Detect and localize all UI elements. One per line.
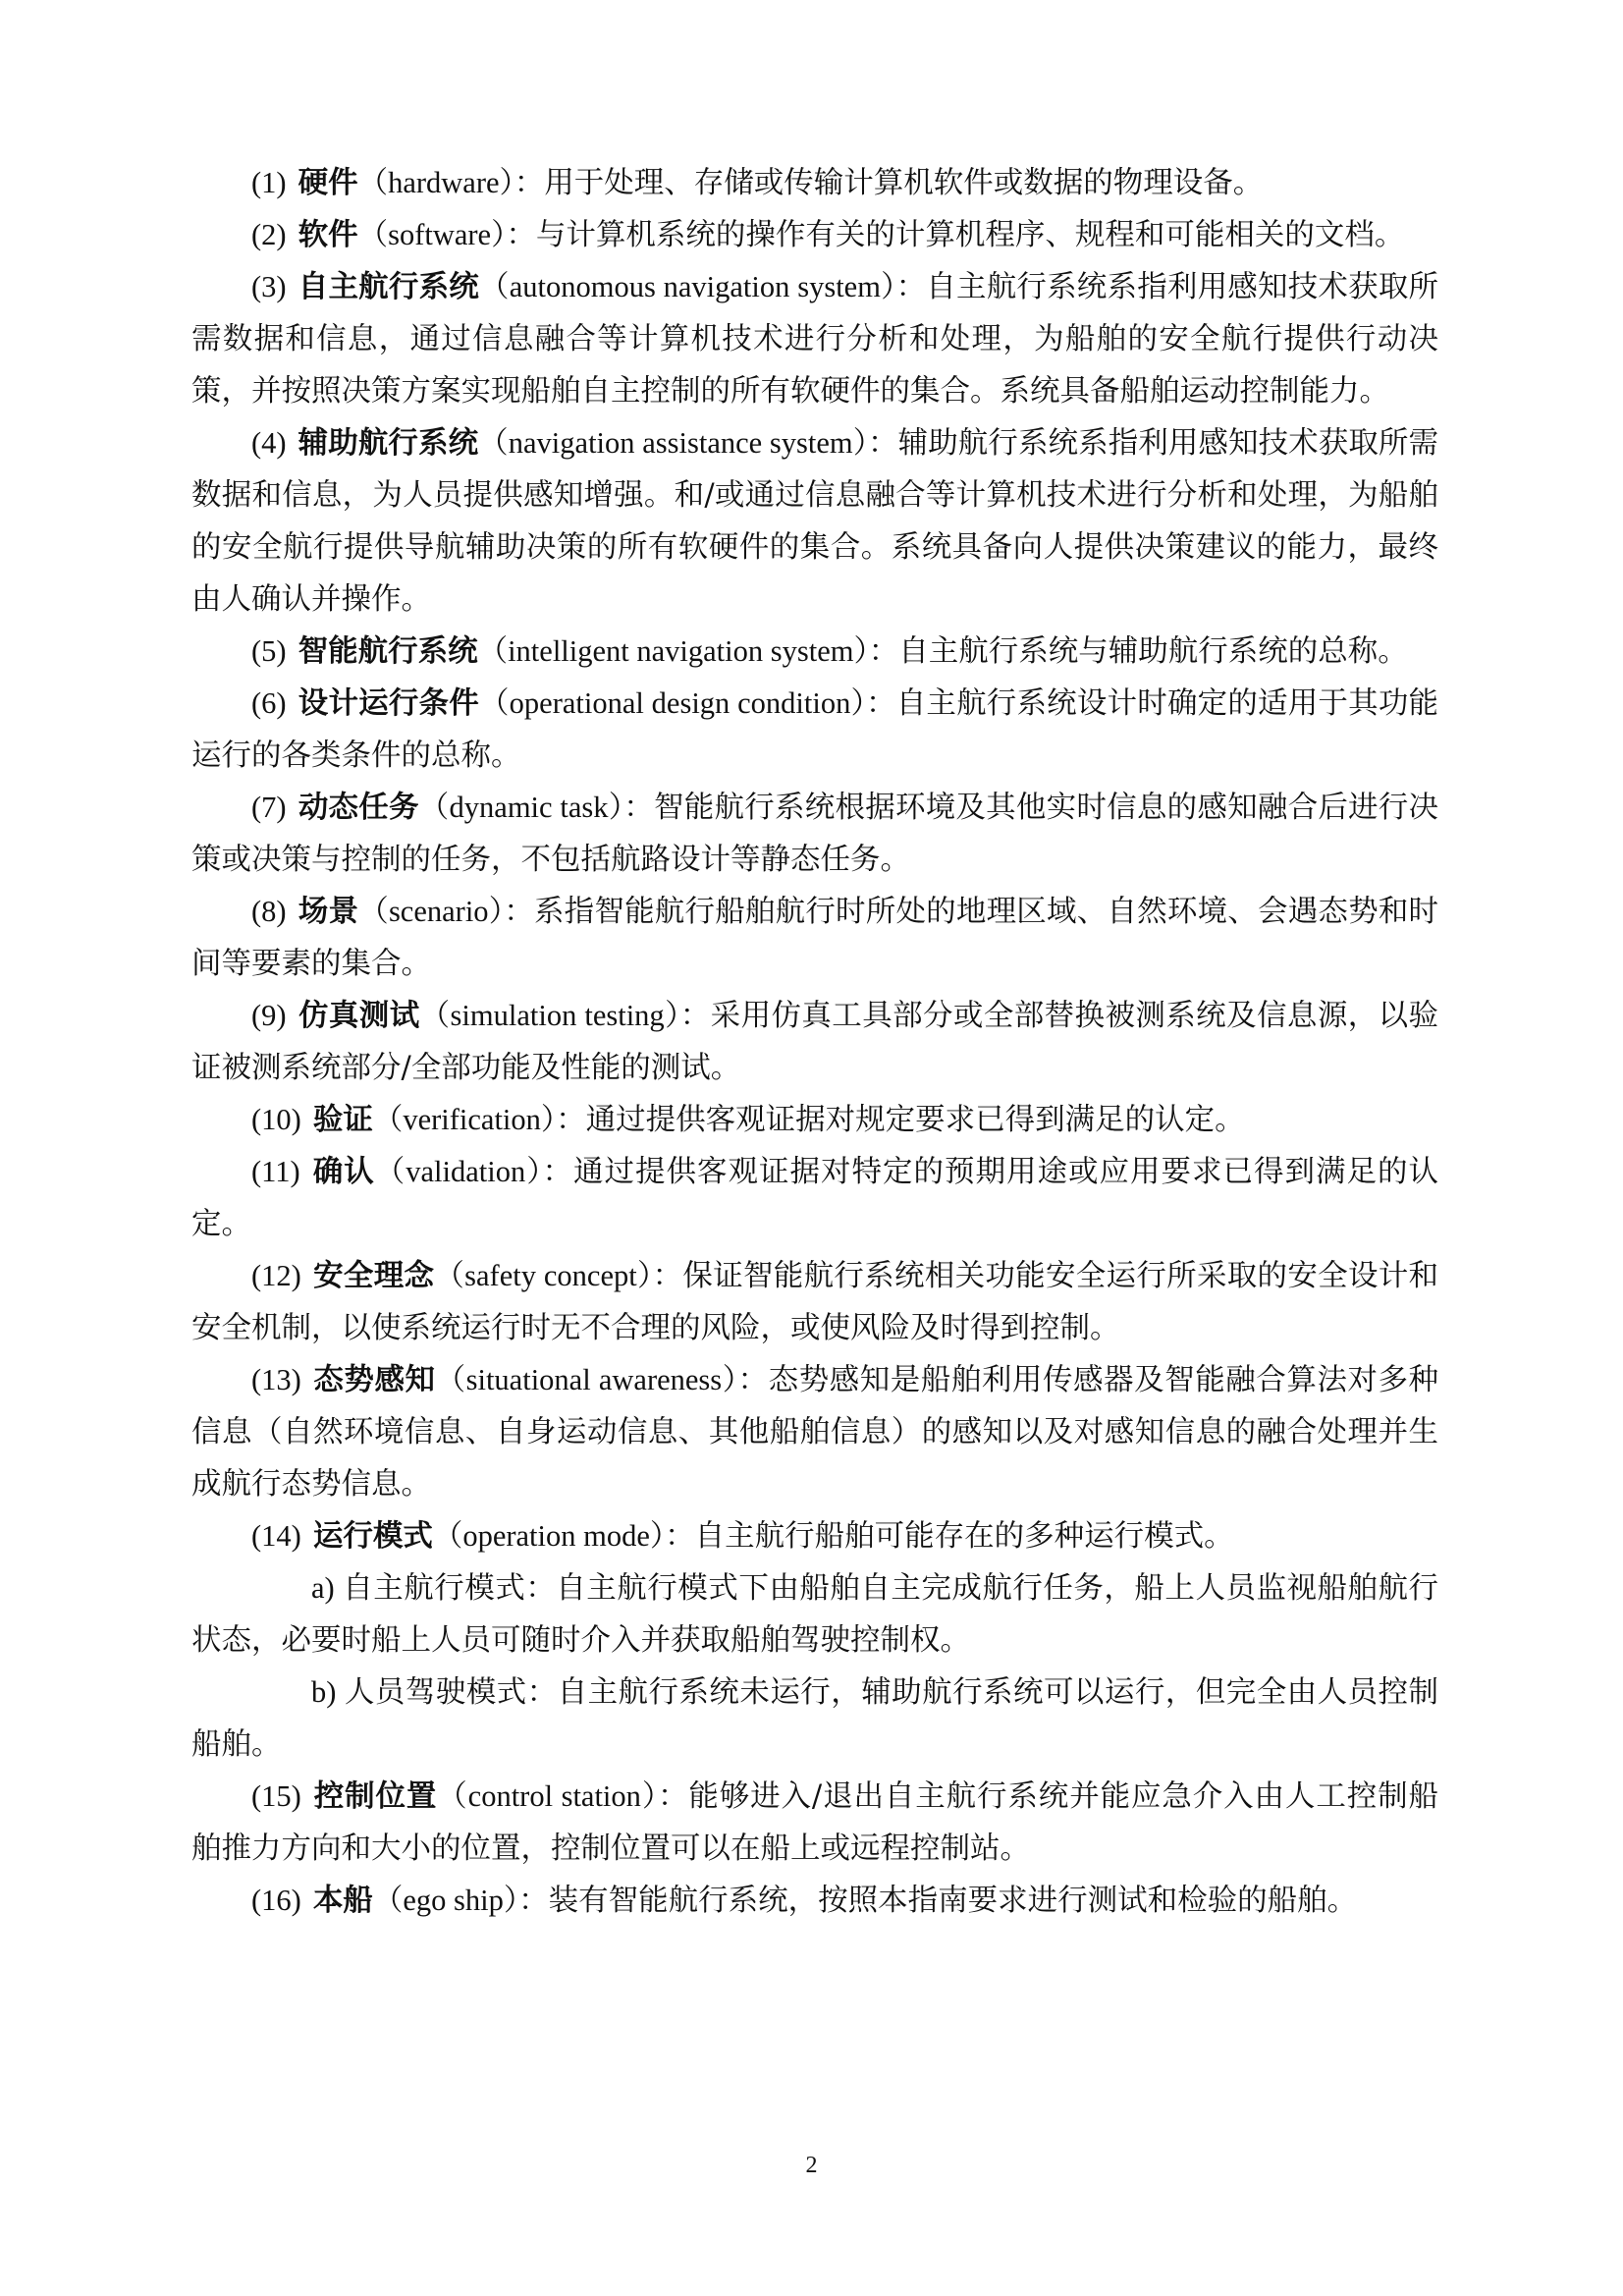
close-paren: ）： [608,791,655,825]
definition-11 [191,1146,1438,1250]
definition-15 [191,1771,1438,1875]
definition-term: 验证 [312,1102,373,1137]
definition-english-term: intelligent navigation system [508,634,854,668]
definition-1 [191,157,1438,209]
definition-text: 态势感知是船舶利用传感器及智能融合算法对多种信息（自然环境信息、自身运动信息、其他船舶信息）的感知以及对感知信息的融合处理并生成航行态势信息。 [191,1363,1439,1502]
definition-english-term: operational design condition [509,686,851,720]
sub-item-text: 自主航行模式：自主航行模式下由船舶自主完成航行任务，船上人员监视船舶航行状态，必要时船上人员可随时介入并获取船舶驾驶控制权。 [191,1571,1438,1658]
close-paren: ）： [664,999,711,1033]
definition-term: 辅助航行系统 [298,425,479,461]
definition-english-term: verification [403,1103,541,1136]
definition-english-term: operation mode [462,1519,650,1553]
definition-term: 安全理念 [312,1258,435,1293]
definition-term: 场景 [298,894,359,929]
definition-number: (16) [251,1884,301,1917]
definition-number: (10) [251,1103,301,1136]
definition-english-term: software [388,218,492,251]
definition-text: 系指智能航行船舶航行时所处的地理区域、自然环境、会遇态势和时间等要素的集合。 [191,895,1439,981]
definition-term: 动态任务 [298,790,419,825]
open-paren: （ [374,1155,406,1189]
operation-mode-a [191,1562,1438,1667]
definition-number: (14) [251,1519,301,1553]
definition-13 [191,1354,1438,1510]
definition-12 [191,1250,1438,1354]
open-paren: （ [372,1884,404,1918]
sub-item-label: a) [311,1571,335,1605]
definition-text: 能够进入/退出自主航行系统并能应急介入由人工控制船舶推力方向和大小的位置，控制位置可以在船上或远程控制站。 [191,1779,1438,1866]
definition-english-term: control station [467,1779,641,1813]
open-paren: （ [357,166,389,200]
definition-english-term: hardware [388,166,500,199]
close-paren: ）： [853,634,899,669]
definition-english-term: simulation testing [450,999,665,1032]
definition-text: 自主航行船舶可能存在的多种运行模式。 [694,1519,1234,1554]
open-paren: （ [418,791,450,825]
definition-text: 智能航行系统根据环境及其他实时信息的感知融合后进行决策或决策与控制的任务，不包括航路设计等静态任务。 [191,791,1439,877]
definition-7 [191,782,1438,886]
definition-3 [191,261,1438,417]
open-paren: （ [478,686,510,721]
definition-term: 控制位置 [312,1778,438,1814]
definition-term: 设计运行条件 [298,685,479,721]
definition-text: 与计算机系统的操作有关的计算机程序、规程和可能相关的文档。 [535,218,1405,252]
open-paren: （ [358,895,389,929]
definition-term: 软件 [298,217,358,252]
definition-text: 用于处理、存储或传输计算机软件或数据的物理设备。 [544,166,1264,200]
definition-16 [191,1875,1438,1927]
definition-6 [191,678,1438,782]
open-paren: （ [477,634,509,669]
definition-number: (12) [251,1259,301,1292]
definition-english-term: ego ship [403,1884,504,1917]
definition-number: (9) [251,999,287,1032]
definition-14 [191,1510,1438,1562]
definition-term: 自主航行系统 [298,269,479,304]
definition-text: 自主航行系统设计时确定的适用于其功能运行的各类条件的总称。 [191,686,1439,773]
close-paren: ）： [540,1103,586,1137]
definition-english-term: autonomous navigation system [509,270,881,303]
sub-item-label: b) [311,1675,337,1709]
open-paren: （ [357,218,389,252]
close-paren: ）： [649,1519,695,1554]
definition-number: (4) [251,426,287,460]
definition-text: 通过提供客观证据对规定要求已得到满足的认定。 [585,1103,1245,1137]
open-paren: （ [432,1519,463,1554]
definition-number: (2) [251,218,287,251]
definition-text: 装有智能航行系统，按照本指南要求进行测试和检验的船舶。 [548,1884,1358,1918]
definition-number: (3) [251,270,287,303]
definition-10 [191,1094,1438,1146]
definition-term: 运行模式 [312,1518,433,1554]
close-paren: ）： [850,686,896,721]
definition-number: (5) [251,634,287,668]
definition-number: (7) [251,791,287,824]
definition-text: 自主航行系统系指利用感知技术获取所需数据和信息，通过信息融合等计算机技术进行分析和处理，为船舶的安全航行提供行动决策，并按照决策方案实现船舶自主控制的所有软硬件的集合。系统具备船舶运动控制能力。 [191,270,1439,409]
definition-number: (8) [251,895,287,928]
definition-english-term: safety concept [464,1259,637,1292]
definition-text: 采用仿真工具部分或全部替换被测系统及信息源，以验证被测系统部分/全部功能及性能的测试。 [191,999,1439,1085]
definition-term: 本船 [312,1883,373,1918]
operation-mode-b [191,1667,1438,1771]
close-paren: ）： [636,1259,683,1293]
definition-number: (1) [251,166,287,199]
close-paren: ）： [491,218,536,252]
definition-text: 辅助航行系统系指利用感知技术获取所需数据和信息，为人员提供感知增强。和/或通过信息融合等计算机技术进行分析和处理，为船舶的安全航行提供导航辅助决策的所有软硬件的集合。系统具备向人提供决策建议的能力，最终由人确认并操作。 [191,426,1439,617]
definition-text: 自主航行系统与辅助航行系统的总称。 [898,634,1408,669]
definition-text: 保证智能航行系统相关功能安全运行所采取的安全设计和安全机制，以使系统运行时无不合理的风险，或使风险及时得到控制。 [191,1259,1439,1345]
open-paren: （ [372,1103,404,1137]
definition-5 [191,626,1438,678]
definition-number: (11) [251,1155,300,1188]
definition-4 [191,417,1438,626]
definition-english-term: validation [406,1155,526,1188]
close-paren: ）： [488,895,534,929]
definition-2 [191,209,1438,261]
open-paren: （ [435,1363,466,1397]
definition-number: (6) [251,686,287,720]
close-paren: ）： [499,166,545,200]
definition-term: 智能航行系统 [298,633,478,669]
close-paren: ）： [525,1155,573,1189]
definition-english-term: navigation assistance system [508,426,853,460]
page-number: 2 [805,2153,818,2178]
close-paren: ）： [640,1779,689,1814]
open-paren: （ [434,1259,465,1293]
definition-english-term: dynamic task [449,791,609,824]
open-paren: （ [478,426,509,461]
definition-8 [191,886,1438,990]
definition-text: 通过提供客观证据对特定的预期用途或应用要求已得到满足的认定。 [191,1155,1439,1241]
definition-term: 确认 [311,1154,375,1189]
definition-term: 硬件 [298,165,358,200]
close-paren: ）： [852,426,898,461]
definition-9 [191,990,1438,1094]
close-paren: ）： [722,1363,769,1397]
open-paren: （ [437,1779,468,1814]
definition-english-term: scenario [388,895,489,928]
open-paren: （ [479,270,510,304]
definition-term: 态势感知 [312,1362,436,1397]
definitions-list [191,157,1438,1927]
sub-item-text: 人员驾驶模式：自主航行系统未运行，辅助航行系统可以运行，但完全由人员控制船舶。 [191,1675,1438,1762]
open-paren: （ [419,999,451,1033]
definition-number: (13) [251,1363,301,1396]
definition-english-term: situational awareness [465,1363,723,1396]
close-paren: ）： [880,270,927,304]
definition-number: (15) [251,1779,301,1813]
close-paren: ）： [503,1884,549,1918]
definition-term: 仿真测试 [298,998,420,1033]
